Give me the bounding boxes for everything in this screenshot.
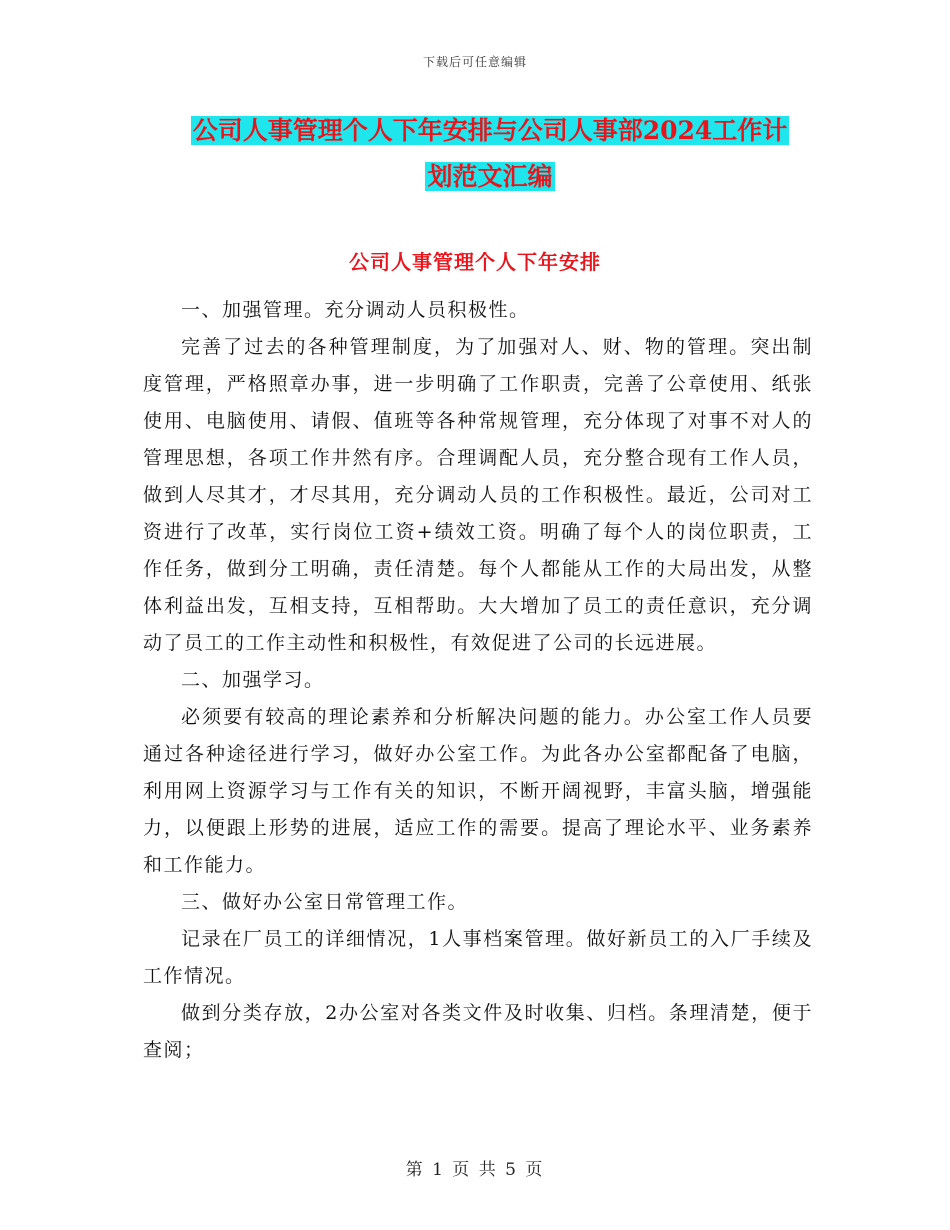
paragraph: 记录在厂员工的详细情况，1人事档案管理。做好新员工的入厂手续及工作情况。 (143, 928, 813, 987)
document-title (140, 108, 840, 200)
paragraph: 完善了过去的各种管理制度，为了加强对人、财、物的管理。突出制度管理，严格照章办事，进一步明确了工作职责，完善了公章使用、纸张使用、电脑使用、请假、值班等各种常规管理，充分体现了对事不对人的管理思想，各项工作井然有序。合理调配人员，充分整合现有工作人员，做到人尽其才，才尽其用，充分调动人员的工作积极性。最近，公司对工资进行了改革，实行岗位工资+绩效工资。明确了每个人的岗位职责，工作任务，做到分工明确，责任清楚。每个人都能从工作的大局出发，从整体利益出发，互相支持，互相帮助。大大增加了员工的责任意识，充分调动了员工的工作主动性和积极性，有效促进了公司的长远进展。 (143, 336, 813, 654)
paragraph-heading-1: 一、加强管理。充分调动人员积极性。 (181, 299, 530, 321)
paragraph-heading-3: 三、做好办公室日常管理工作。 (181, 891, 469, 913)
paragraph-heading-2: 二、加强学习。 (181, 669, 325, 691)
paragraph: 做到分类存放，2办公室对各类文件及时收集、归档。条理清楚，便于查阅； (143, 1002, 813, 1061)
document-title-line-2: 划范文汇编 (427, 162, 553, 191)
paragraph: 必须要有较高的理论素养和分析解决问题的能力。办公室工作人员要通过各种途径进行学习，做好办公室工作。为此各办公室都配备了电脑，利用网上资源学习与工作有关的知识，不断开阔视野，丰富头脑，增强能力，以便跟上形势的进展，适应工作的需要。提高了理论水平、业务素养和工作能力。 (143, 706, 813, 876)
document-body (143, 292, 813, 1069)
section-title: 公司人事管理个人下年安排 (349, 250, 601, 274)
header-note: 下载后可任意编辑 (422, 55, 527, 69)
document-title-line-1: 公司人事管理个人下年安排与公司人事部2024工作计 (192, 116, 788, 145)
page-number: 第 1 页 共 5 页 (405, 1160, 545, 1180)
